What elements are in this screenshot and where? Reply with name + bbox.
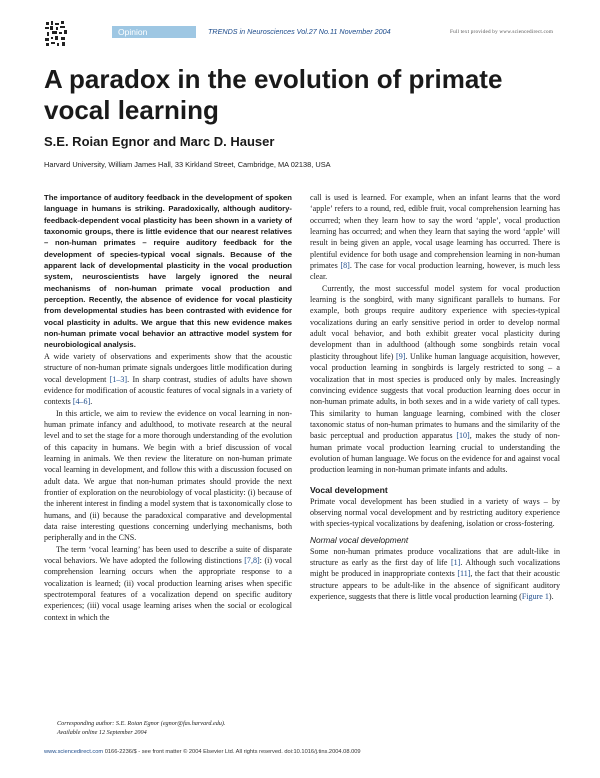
- subsection-paragraph: Some non-human primates produce vocalizations that are adult-like in structure as early as the first day of life [1]. Although such vocalizations might be produced in inappropriate contexts [11], the fact that their acoustic structure appears to be adult-like in the absence of significant auditory experience, suggests that there is little vocal production learning (Figure 1).: [310, 546, 561, 601]
- journal-line: TRENDS in Neurosciences Vol.27 No.11 November 2004: [208, 27, 391, 36]
- citation-link[interactable]: [11]: [457, 569, 471, 579]
- left-column: [44, 192, 292, 623]
- body-paragraph: In this article, we aim to review the evidence on vocal learning in non-human primate infancy and adulthood, to motivate research at the neural level and to set the stage for a more thorough understanding of the evolution of this capacity in humans. We begin with a brief discussion of vocal learning in animals. We then review the literature on non-human primate vocal learning in development, and follow this with a discussion focused on adult data. We argue that non-human primates should provide the next frontier of exploration on the neurobiology of vocal plasticity: (i) because of the inherent interest in finding a model system that is taxonomically close to humans, and (ii) because the paradoxical comparative and developmental data raise interesting questions concerning underlying mechanisms, both peripherally and in the CNS.: [44, 408, 292, 543]
- body-paragraph: The term ‘vocal learning’ has been used to describe a suite of disparate vocal behaviors. We have adopted the following distinctions [7,8]: (i) vocal comprehension learning occurs when the appropriate response to a vocalization is learned; (ii) vocal production learning arises when specific spectrotemporal features of a vocalization depend on specific auditory experiences; (iii) vocal usage learning arises when the social or ecological context in which the: [44, 544, 292, 622]
- article-affiliation: Harvard University, William James Hall, 33 Kirkland Street, Cambridge, MA 02138, USA: [44, 160, 331, 169]
- citation-link[interactable]: [1–3]: [109, 374, 128, 384]
- body-paragraph: A wide variety of observations and experiments show that the acoustic structure of non-human primate signals undergoes little modification during vocal development [1–3]. In sharp contrast, studies of adults have shown evidence for modification of acoustic features of vocal signals in a variety of contexts [4–6].: [44, 351, 293, 407]
- abstract: The importance of auditory feedback in the development of spoken language in humans is striking. Paradoxically, although auditory-feedback-dependent vocal plasticity has been shown in a variety of taxonomic groups, there is little evidence that our nearest relatives – non-human primates – require auditory feedback for the development of species-typical vocal signals. Because of the apparent lack of developmental plasticity in the vocal production system, neuroscientists have largely ignored the neural mechanisms of non-human primate vocal production and perception. Recently, the absence of evidence for vocal plasticity from developmental studies has been contrasted with evidence for vocal plasticity in adults. We argue that this new evidence makes non-human primate vocal behavior an attractive model system for neurobiological analysis.: [44, 193, 292, 350]
- corresponding-author: Corresponding author: S.E. Roian Egnor (egnor@fas.harvard.edu).: [57, 720, 226, 727]
- right-body: [310, 192, 560, 476]
- page-footer: [44, 749, 361, 755]
- citation-link[interactable]: [10]: [456, 431, 470, 441]
- body-paragraph: call is used is learned. For example, when an infant learns that the word ‘apple’ refers to a round, red, edible fruit, vocal comprehension learning has occurred; when they learn how to say the word ‘apple’, vocal production learning has occurred; and when they learn that saying the word ‘apple’ will result in being given an apple, vocal usage learning has occurred. There is plentiful evidence for both usage and comprehension learning in non-human primates [8]. The case for vocal production learning, however, is much less clear.: [310, 193, 560, 282]
- sciencedirect-link[interactable]: www.sciencedirect.com: [44, 749, 104, 755]
- citation-link[interactable]: Figure 1: [521, 592, 549, 601]
- left-body: [44, 351, 292, 623]
- citation-link[interactable]: [1]: [450, 557, 461, 567]
- footer-citation: 0166-2236/$ - see front matter © 2004 Elsevier Ltd. All rights reserved. doi:10.1016/j.tins.2004.08.009: [104, 749, 361, 755]
- publisher-logo-icon: [44, 20, 68, 48]
- page-header: [112, 26, 560, 38]
- article-authors: S.E. Roian Egnor and Marc D. Hauser: [44, 134, 275, 149]
- citation-link[interactable]: [9]: [396, 351, 406, 361]
- footnote: [57, 720, 226, 737]
- citation-link[interactable]: [7,8]: [244, 556, 260, 565]
- right-column: [310, 192, 560, 602]
- section-heading: Vocal development: [310, 484, 388, 495]
- top-right-note: Full text provided by www.sciencedirect.com: [450, 29, 554, 35]
- citation-link[interactable]: [8]: [340, 261, 350, 271]
- subsection-heading: Normal vocal development: [310, 534, 409, 545]
- section-badge: Opinion: [112, 26, 196, 38]
- citation-link[interactable]: [4–6]: [72, 397, 91, 407]
- body-paragraph: Currently, the most successful model system for vocal production learning is the songbird, with many significant parallels to humans. For example, both groups require auditory experience with species-typical vocalizations during an early sensitive period in order to develop normal adult vocal behavior, and both exhibit greater vocal plasticity during development than in adulthood (although some songbirds retain vocal plasticity throughout life) [9]. Unlike human language acquisition, however, vocal production learning in songbirds is largely restricted to song – a vocalization that in most species is produced only by males. Increasingly convincing evidence suggests that vocal production learning does occur in non-human primate adults, in both sexes and in a wide variety of call types. This similarity to human language learning, combined with the closer taxonomic status of non-human primates to humans and the similarity of the basic perceptual and production apparatus [10], makes the study of non-human primate vocal production learning crucial to understanding the evolution of human language. We focus on the evidence for and against vocal production learning in non-human primate infants and adults.: [310, 283, 560, 475]
- available-online: Available online 12 September 2004: [57, 728, 147, 736]
- section-paragraph: Primate vocal development has been studied in a variety of ways – by observing normal vocal development and by restricting auditory experience with species-typical vocalizations by deafening, isolation or cross-fostering.: [310, 496, 560, 529]
- article-title: A paradox in the evolution of primate vocal learning: [44, 64, 503, 125]
